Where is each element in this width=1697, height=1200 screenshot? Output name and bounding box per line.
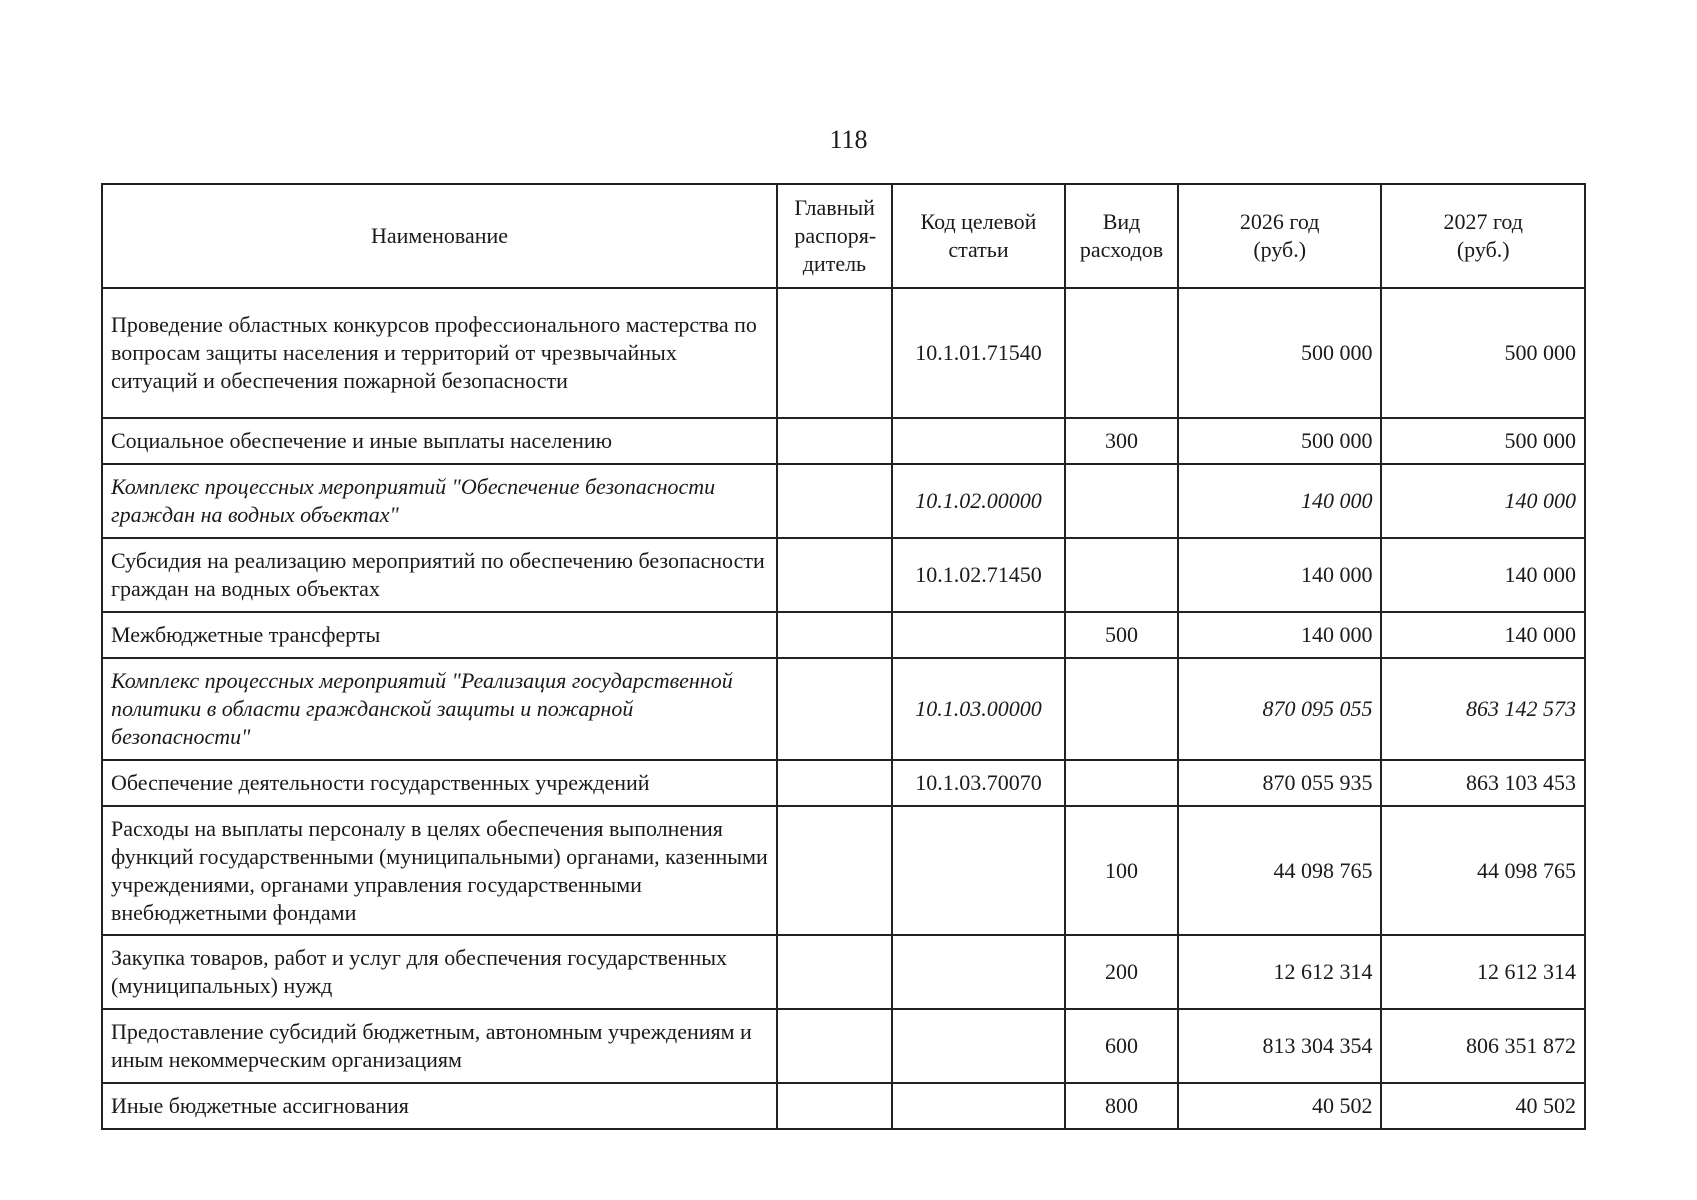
row-type: [1065, 658, 1178, 760]
table-header-row: [102, 184, 1585, 288]
row-manager: [777, 418, 892, 464]
row-2027: 44 098 765: [1381, 806, 1585, 935]
row-2026: 140 000: [1178, 464, 1382, 538]
header-2026: [1178, 184, 1382, 288]
row-2026: 140 000: [1178, 612, 1382, 658]
row-code: [892, 1083, 1065, 1129]
row-code: 10.1.03.70070: [892, 760, 1065, 806]
header-code: [892, 184, 1065, 288]
row-name: Комплекс процессных мероприятий "Реализация государственной политики в области гражданской защиты и пожарной безопасности": [102, 658, 777, 760]
row-manager: [777, 1009, 892, 1083]
row-manager: [777, 288, 892, 418]
row-2026: 12 612 314: [1178, 935, 1382, 1009]
row-name: Иные бюджетные ассигнования: [102, 1083, 777, 1129]
row-2027: 500 000: [1381, 288, 1585, 418]
row-code: [892, 418, 1065, 464]
header-manager-text: Главный распоря-дитель: [794, 195, 877, 276]
row-manager: [777, 935, 892, 1009]
table-row: [102, 935, 1585, 1009]
page-number: 118: [829, 125, 868, 154]
header-type: [1065, 184, 1178, 288]
table-row: [102, 1009, 1585, 1083]
row-manager: [777, 538, 892, 612]
row-2027: 500 000: [1381, 418, 1585, 464]
row-type: 600: [1065, 1009, 1178, 1083]
row-name: Проведение областных конкурсов профессионального мастерства по вопросам защиты населения и территорий от чрезвычайных ситуаций и обеспечения пожарной безопасности: [102, 288, 777, 418]
row-2027: 140 000: [1381, 538, 1585, 612]
row-name: Закупка товаров, работ и услуг для обеспечения государственных (муниципальных) нужд: [102, 935, 777, 1009]
budget-table: [101, 183, 1586, 1130]
row-2027: 140 000: [1381, 464, 1585, 538]
row-manager: [777, 612, 892, 658]
row-name: Обеспечение деятельности государственных учреждений: [102, 760, 777, 806]
table-row: [102, 288, 1585, 418]
row-type: 300: [1065, 418, 1178, 464]
header-code-text: Код целевой статьи: [920, 209, 1037, 262]
row-type: 100: [1065, 806, 1178, 935]
row-manager: [777, 760, 892, 806]
row-name: Расходы на выплаты персоналу в целях обеспечения выполнения функций государственными (муниципальными) органами, казенными учреждениями, органами управления государственными внебюджетными фондами: [102, 806, 777, 935]
table-row: [102, 806, 1585, 935]
row-name: Комплекс процессных мероприятий "Обеспечение безопасности граждан на водных объектах": [102, 464, 777, 538]
row-manager: [777, 658, 892, 760]
row-type: 800: [1065, 1083, 1178, 1129]
row-type: [1065, 760, 1178, 806]
row-2027: 863 142 573: [1381, 658, 1585, 760]
row-2027: 40 502: [1381, 1083, 1585, 1129]
row-type: 200: [1065, 935, 1178, 1009]
table-row: [102, 658, 1585, 760]
row-type: [1065, 288, 1178, 418]
row-2026: 44 098 765: [1178, 806, 1382, 935]
row-2027: 863 103 453: [1381, 760, 1585, 806]
row-2026: 40 502: [1178, 1083, 1382, 1129]
row-name: Социальное обеспечение и иные выплаты населению: [102, 418, 777, 464]
row-name: Предоставление субсидий бюджетным, автономным учреждениям и иным некоммерческим организациям: [102, 1009, 777, 1083]
row-2026: 870 055 935: [1178, 760, 1382, 806]
row-name: Межбюджетные трансферты: [102, 612, 777, 658]
row-2026: 500 000: [1178, 288, 1382, 418]
row-2026: 813 304 354: [1178, 1009, 1382, 1083]
row-manager: [777, 464, 892, 538]
row-code: [892, 612, 1065, 658]
row-2026: 140 000: [1178, 538, 1382, 612]
row-type: [1065, 538, 1178, 612]
row-code: [892, 935, 1065, 1009]
header-2027-text: 2027 год (руб.): [1443, 209, 1523, 262]
row-type: 500: [1065, 612, 1178, 658]
table-row: [102, 418, 1585, 464]
table-row: [102, 538, 1585, 612]
row-code: 10.1.02.71450: [892, 538, 1065, 612]
row-2027: 140 000: [1381, 612, 1585, 658]
row-code: [892, 1009, 1065, 1083]
row-code: 10.1.01.71540: [892, 288, 1065, 418]
row-2026: 500 000: [1178, 418, 1382, 464]
table-row: [102, 760, 1585, 806]
row-name: Субсидия на реализацию мероприятий по обеспечению безопасности граждан на водных объектах: [102, 538, 777, 612]
row-code: 10.1.03.00000: [892, 658, 1065, 760]
table-row: [102, 1083, 1585, 1129]
row-2026: 870 095 055: [1178, 658, 1382, 760]
row-2027: 806 351 872: [1381, 1009, 1585, 1083]
table-row: [102, 464, 1585, 538]
row-type: [1065, 464, 1178, 538]
header-type-text: Вид расходов: [1079, 209, 1164, 262]
row-code: [892, 806, 1065, 935]
row-manager: [777, 806, 892, 935]
header-manager: [777, 184, 892, 288]
header-2027: [1381, 184, 1585, 288]
row-code: 10.1.02.00000: [892, 464, 1065, 538]
row-2027: 12 612 314: [1381, 935, 1585, 1009]
table-row: [102, 612, 1585, 658]
header-2026-text: 2026 год (руб.): [1239, 209, 1320, 262]
row-manager: [777, 1083, 892, 1129]
header-name: Наименование: [102, 184, 777, 288]
